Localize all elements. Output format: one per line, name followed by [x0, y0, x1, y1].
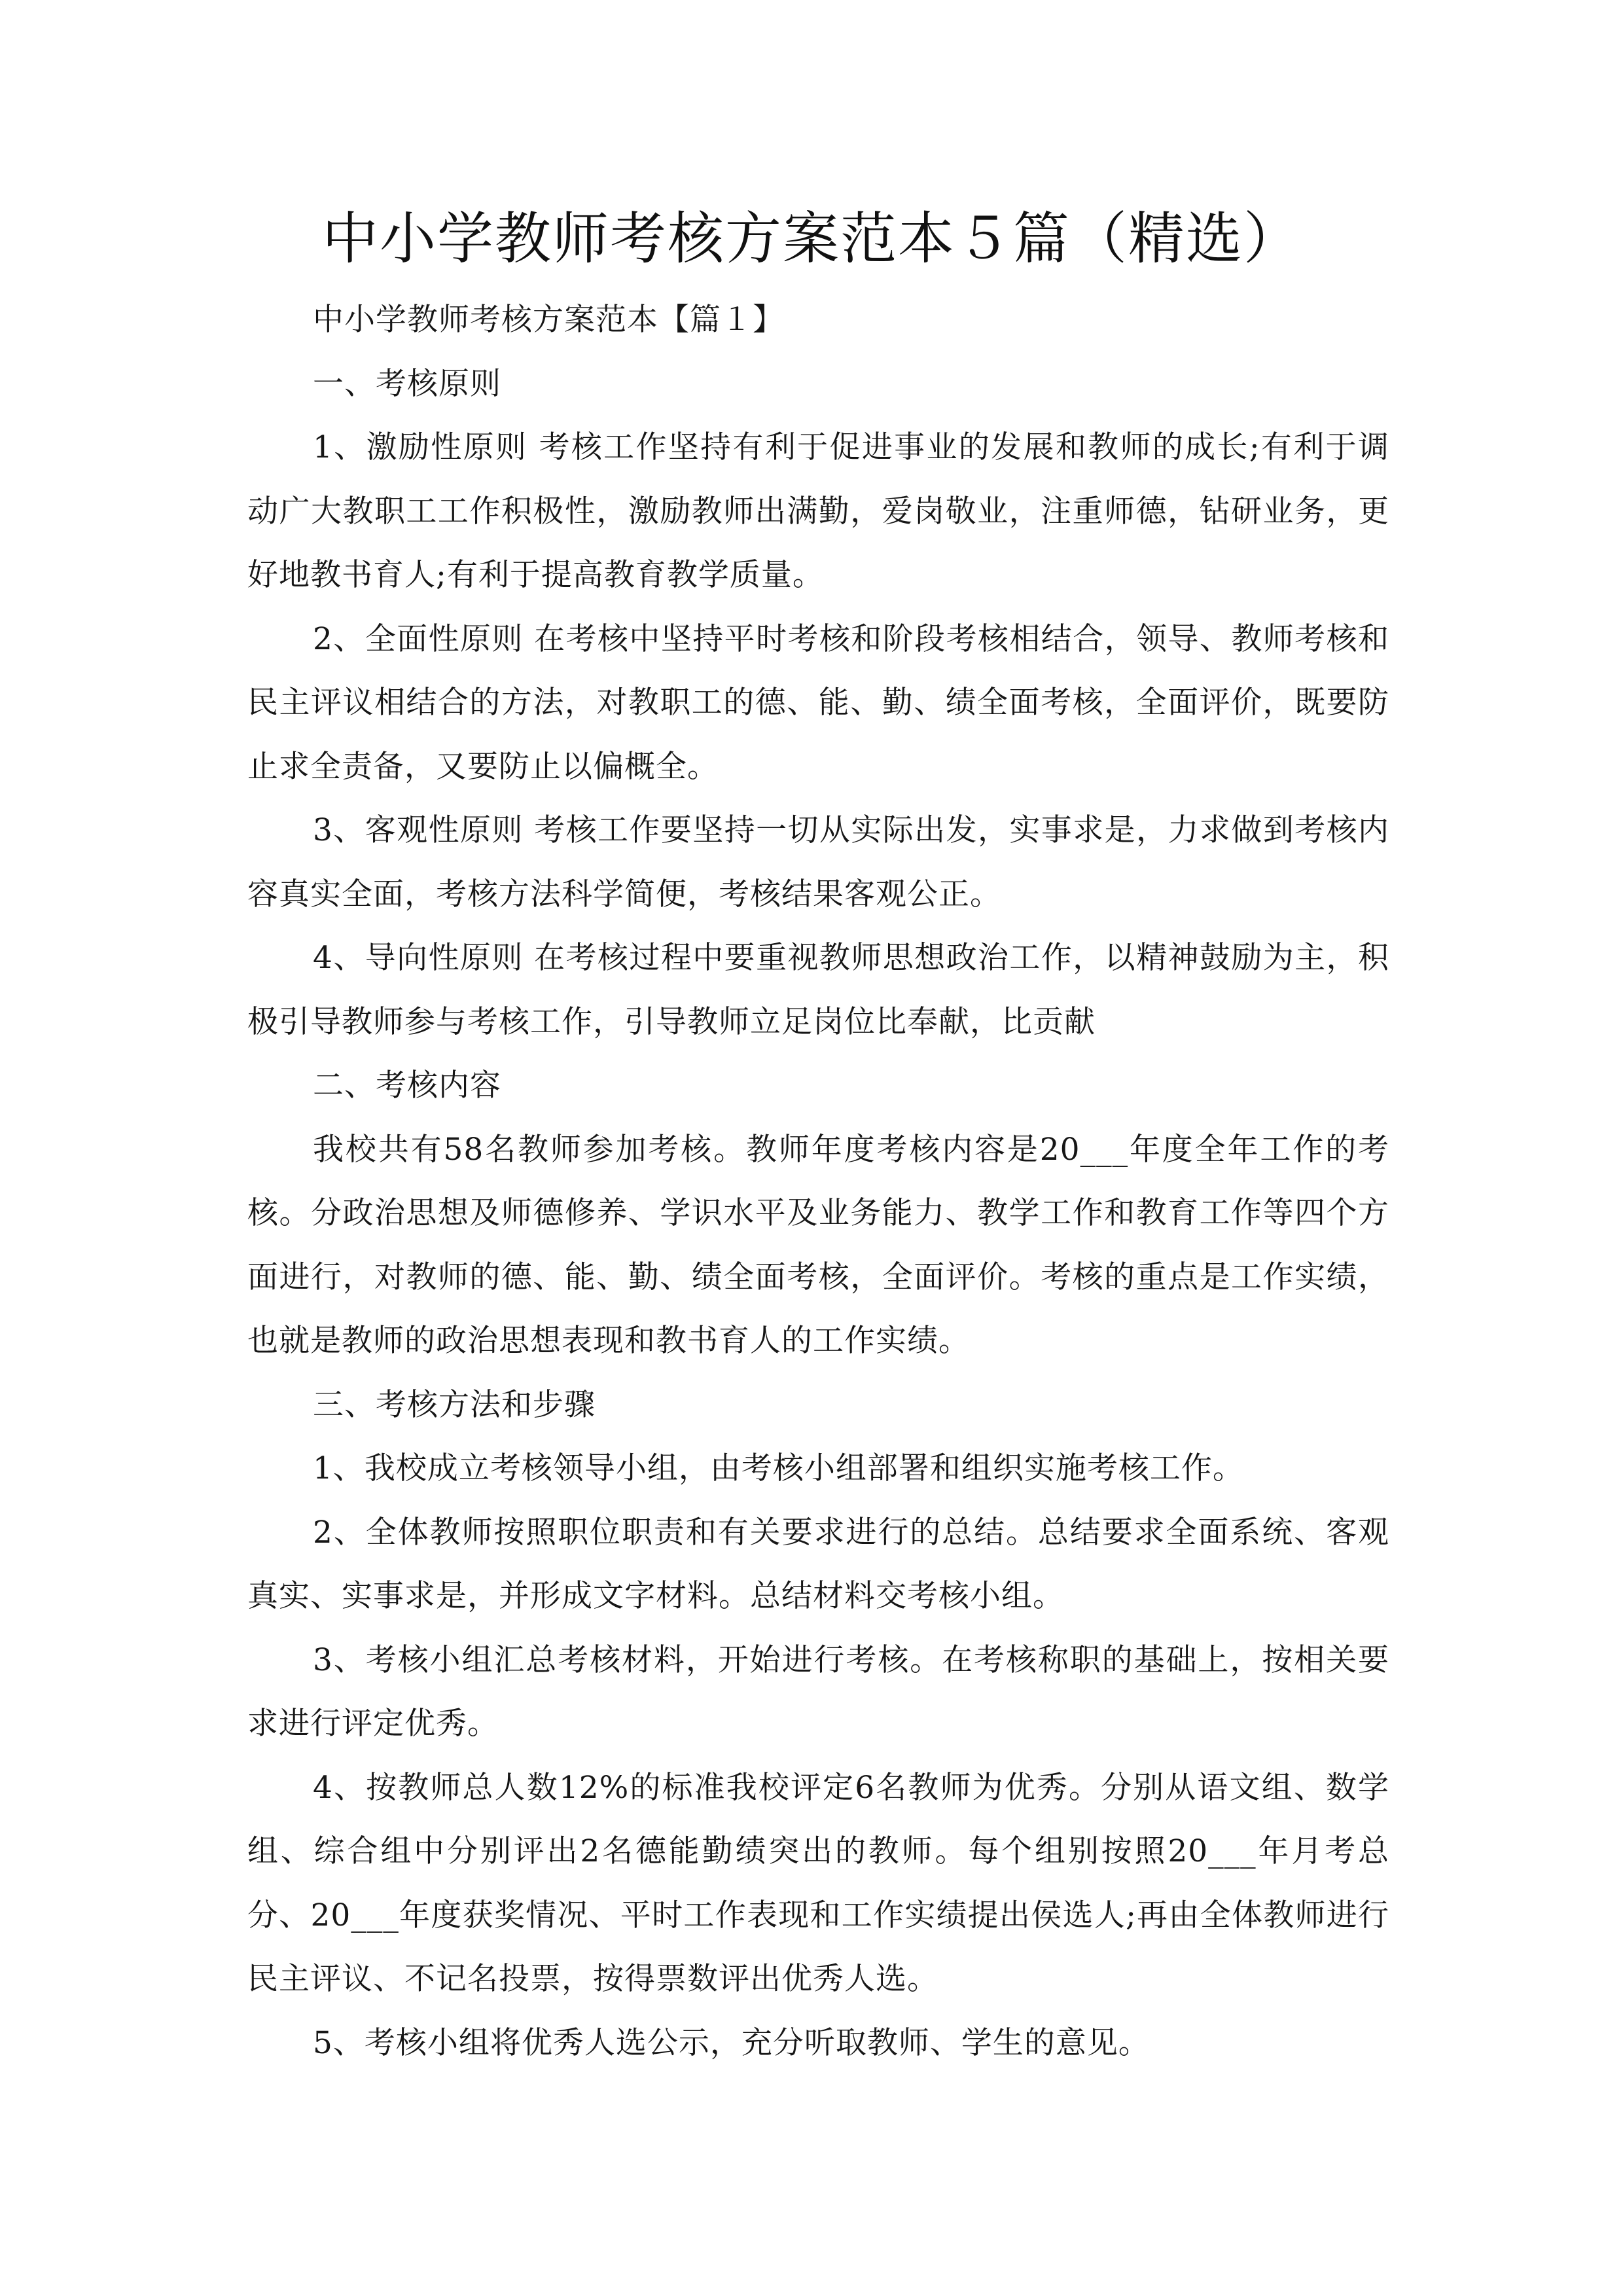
- paragraph-principle-2: 2、全面性原则 在考核中坚持平时考核和阶段考核相结合，领导、教师考核和民主评议相结合的方法，对教职工的德、能、勤、绩全面考核，全面评价，既要防止求全责备，又要防止以偏概全。: [247, 620, 1389, 785]
- paragraph-step-4: 4、按教师总人数12%的标准我校评定6名教师为优秀。分别从语文组、数学组、综合组中分别评出2名德能勤绩突出的教师。每个组别按照20___年月考总分、20___年度获奖情况、平时工作表现和工作实绩提出侯选人;再由全体教师进行民主评议、不记名投票，按得票数评出优秀人选。: [247, 1769, 1389, 1997]
- paragraph-principle-3: 3、客观性原则 考核工作要坚持一切从实际出发，实事求是，力求做到考核内容真实全面，考核方法科学简便，考核结果客观公正。: [247, 812, 1389, 912]
- heading-methods: 三、考核方法和步骤: [313, 1386, 596, 1423]
- section-subtitle: 中小学教师考核方案范本【篇１】: [313, 302, 784, 338]
- paragraph-step-1: 1、我校成立考核领导小组，由考核小组部署和组织实施考核工作。: [313, 1450, 1244, 1486]
- paragraph-principle-1: 1、激励性原则 考核工作坚持有利于促进事业的发展和教师的成长;有利于调动广大教职工工作积极性，激励教师出满勤，爱岗敬业，注重师德，钻研业务，更好地教书育人;有利于提高教育教学质量。: [247, 429, 1389, 593]
- paragraph-step-3: 3、考核小组汇总考核材料，开始进行考核。在考核称职的基础上，按相关要求进行评定优秀。: [247, 1641, 1389, 1742]
- paragraph-step-2: 2、全体教师按照职位职责和有关要求进行的总结。总结要求全面系统、客观真实、实事求是，并形成文字材料。总结材料交考核小组。: [247, 1514, 1389, 1614]
- paragraph-step-5: 5、考核小组将优秀人选公示，充分听取教师、学生的意见。: [313, 2024, 1150, 2061]
- document-title: 中小学教师考核方案范本５篇（精选）: [322, 206, 1301, 272]
- paragraph-principle-4: 4、导向性原则 在考核过程中要重视教师思想政治工作，以精神鼓励为主，积极引导教师参与考核工作，引导教师立足岗位比奉献，比贡献: [247, 940, 1389, 1040]
- document-body: [247, 288, 1389, 2075]
- heading-content: 二、考核内容: [313, 1067, 501, 1103]
- heading-principles: 一、考核原则: [313, 365, 501, 402]
- paragraph-content: 我校共有58名教师参加考核。教师年度考核内容是20___年度全年工作的考核。分政治思想及师德修养、学识水平及业务能力、教学工作和教育工作等四个方面进行，对教师的德、能、勤、绩全面考核，全面评价。考核的重点是工作实绩，也就是教师的政治思想表现和教书育人的工作实绩。: [247, 1131, 1389, 1359]
